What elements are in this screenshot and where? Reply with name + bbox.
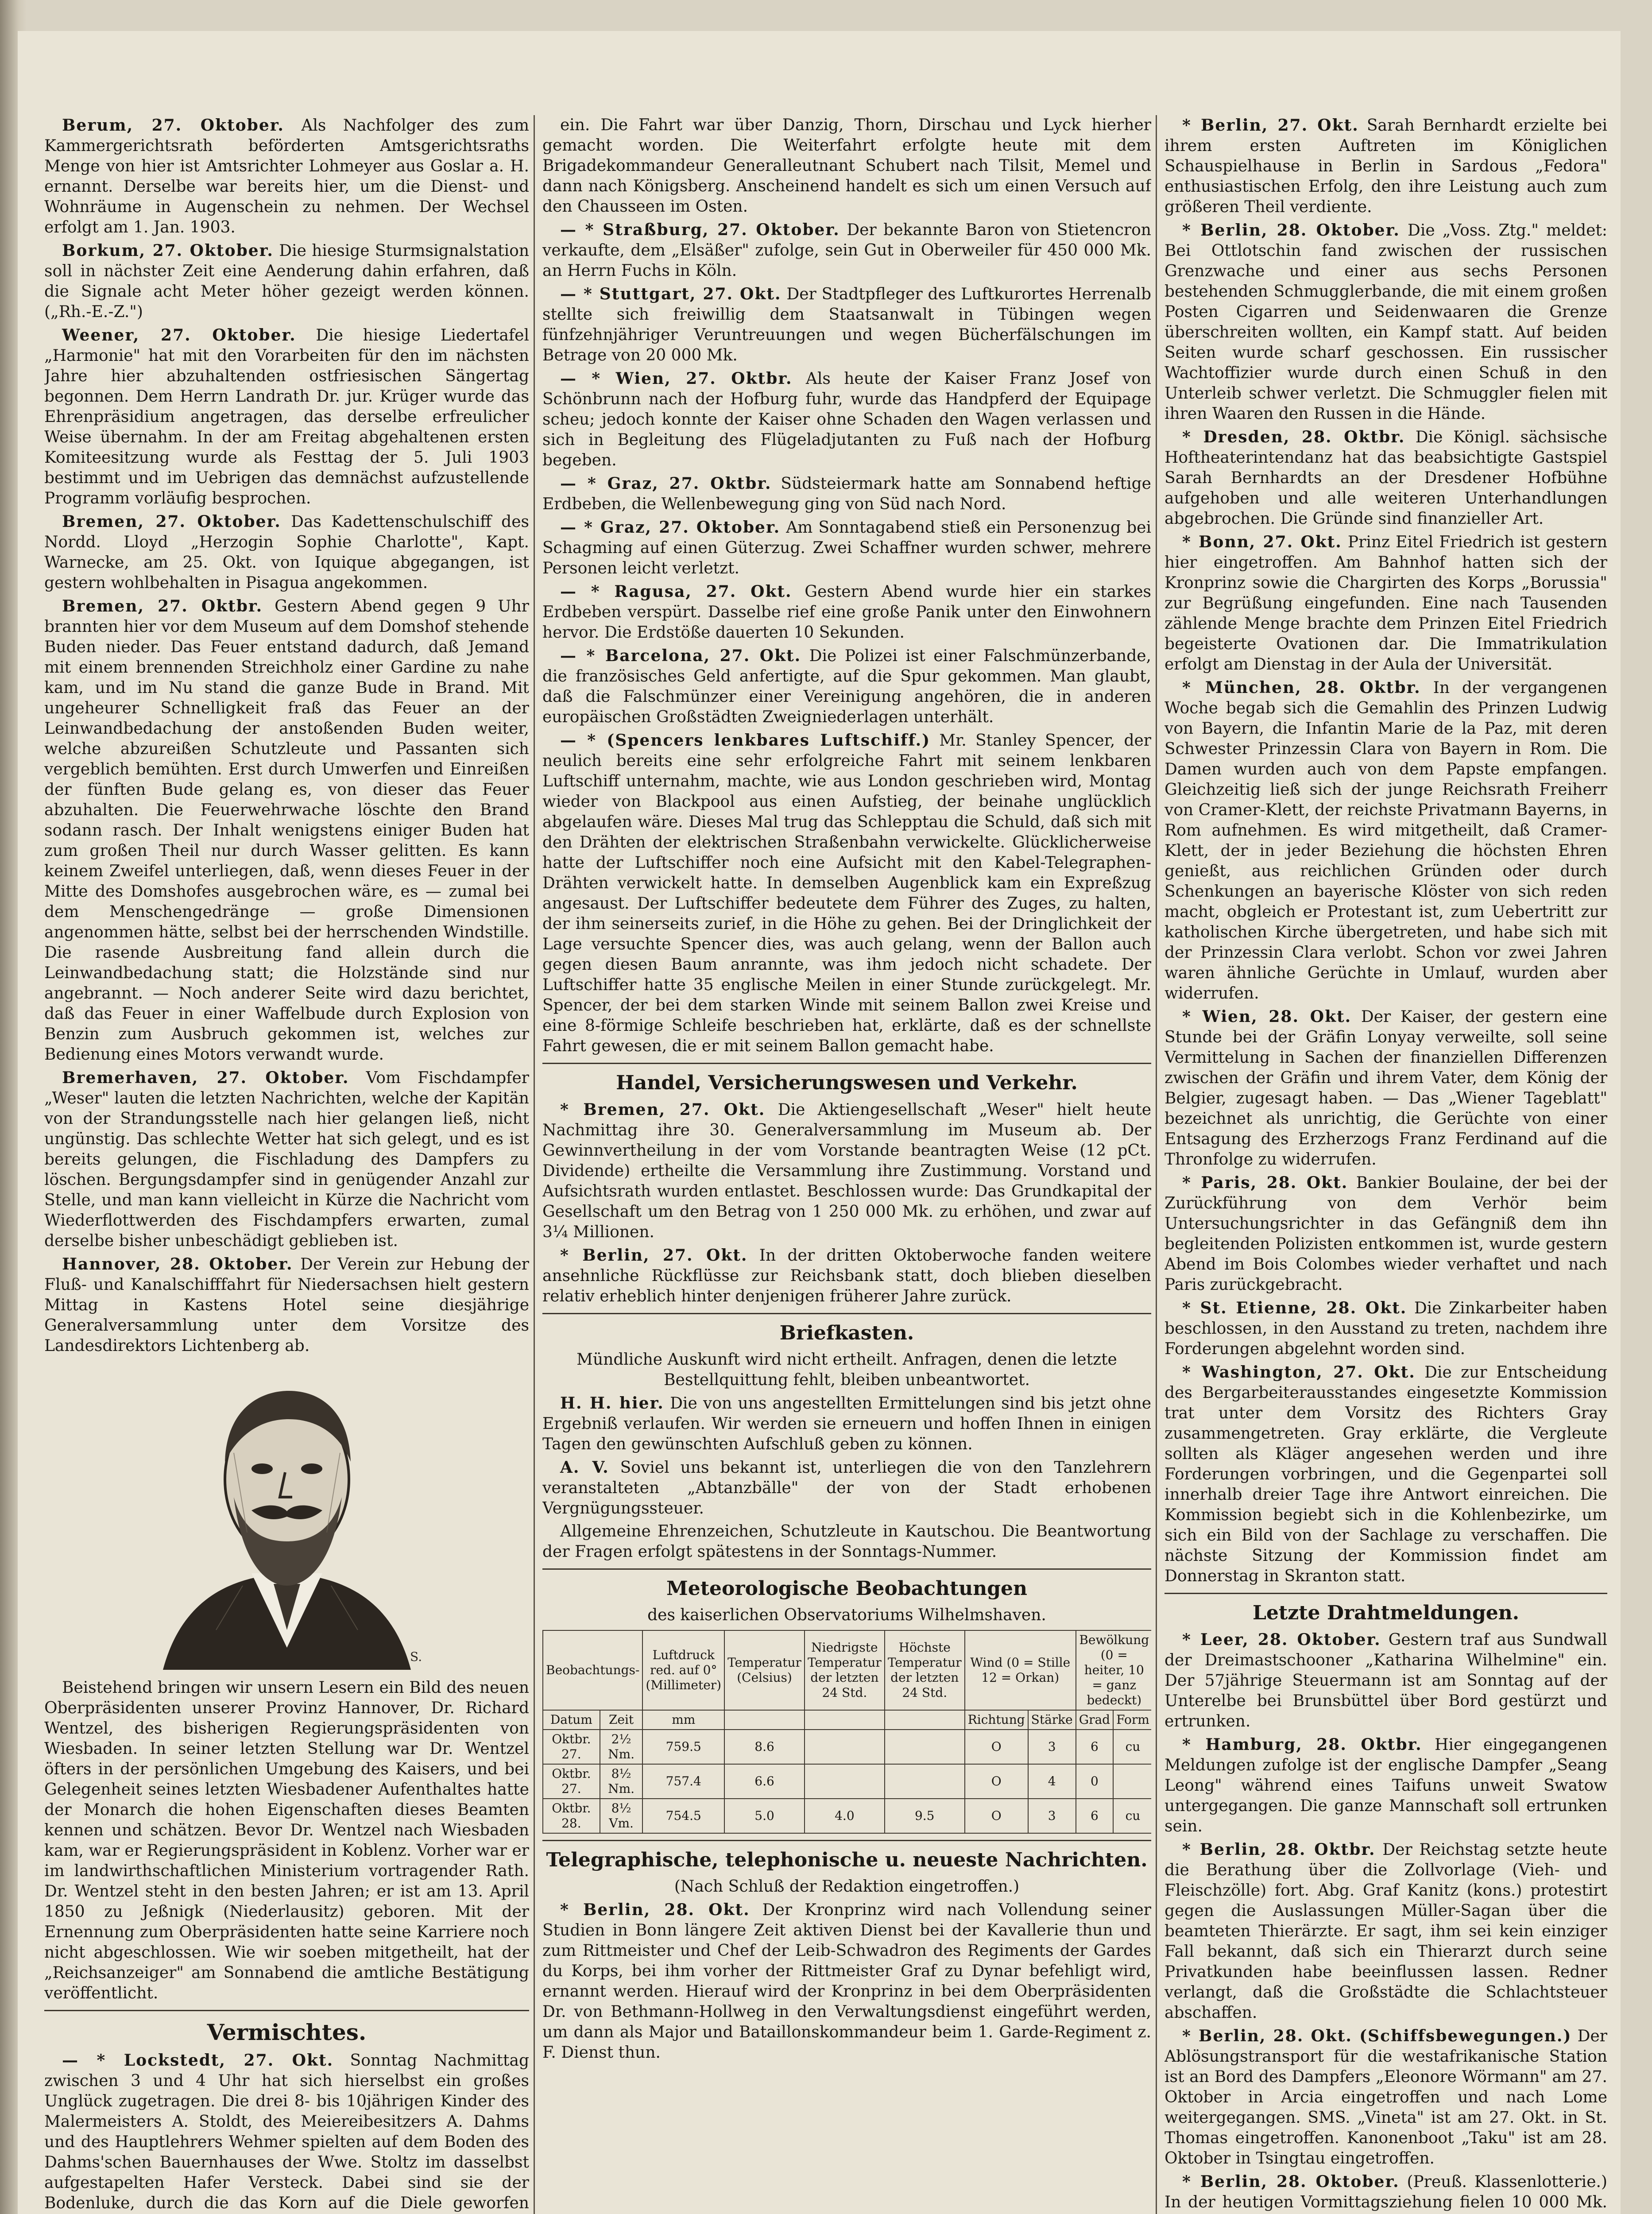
section-heading-telegramme: Telegraphische, telephonische u. neueste Nachrichten. (546, 1849, 1148, 1871)
article-ottlotschin: * Berlin, 28. Oktober. Die „Voss. Ztg." meldet: Bei Ottlotschin fand zwischen der russischen Grenzwache und einer aus sechs Personen bestehenden Schmugglerbande, die mit einem großen Posten Cigarren und Seidenwaaren die Grenze überschreiten wollten, ein Kampf statt. Auf beiden Seiten wurde scharf geschossen. Ein russischer Wachtoffizier wurde durch einen Schuß in den Unterleib schwer verletzt. Die Schmuggler fielen mit ihren Waaren den Russen in die Hände. (1165, 221, 1607, 423)
table-cell: O (965, 1799, 1028, 1833)
divider (1165, 1593, 1607, 1594)
article-wien-lonyay: * Wien, 28. Okt. Der Kaiser, der gestern eine Stunde bei der Gräfin Lonyay verweilte, soll seine Vermittelung in Sachen der finanziellen Differenzen zwischen der Gräfin und ihrem Vater, dem König der Belgier, zugesagt haben. — Das „Wiener Tageblatt" bezeichnet als unrichtig, die Gerüchte von einer Entsagung des Erzherzogs Franz Ferdinand auf die Thronfolge zu widerrufen. (1165, 1007, 1607, 1169)
divider (542, 1840, 1151, 1841)
meteo-subheader: Grad (1076, 1710, 1113, 1730)
table-cell: O (965, 1764, 1028, 1799)
column-1 (44, 115, 529, 2214)
table-cell: 9.5 (885, 1799, 965, 1833)
section-heading-handel: Handel, Versicherungswesen und Verkehr. (616, 1072, 1078, 1094)
article-washington: * Washington, 27. Okt. Die zur Entscheidung des Bergarbeiterausstandes eingesetzte Kommission trat unter dem Vorsitz des Richters Gray zusammengetreten. Gray erklärte, die Vergleute sollten als Kläger angesehen werden und ihre Forderungen vorbringen, und die Gegenpartei soll innerhalb dreier Tage ihre Antwort einreichen. Die Kommission begiebt sich in die Kohlenbezirke, um sich ein Bild von der Sachlage zu verschaffen. Die nächste Sitzung der Kommission findet am Donnerstag in Skranton statt. (1165, 1363, 1607, 1585)
article-bonn: * Bonn, 27. Okt. Prinz Eitel Friedrich ist gestern hier eingetroffen. Am Bahnhof hatten sich der Kronprinz sowie die Chargirten des Korps „Borussia" zur Begrüßung eingefunden. Eine nach Tausenden zählende Menge brachte dem Prinzen Eitel Friedrich begeisterte Ovationen dar. Die Immatrikulation erfolgt am Dienstag in der Aula der Universität. (1165, 533, 1607, 673)
meteo-subheader (724, 1710, 805, 1730)
article-spencer: — * (Spencers lenkbares Luftschiff.) Mr. Stanley Spencer, der neulich bereits eine sehr erfolgreiche Fahrt mit seinem lenkbaren Luftschiff unternahm, machte, wie aus London geschrieben wird, Montag wieder von Blackpool aus einen Aufstieg, der beinahe unglücklich abgelaufen wäre. Dieses Mal trug das Schlepptau die Schuld, daß sich mit den Drähten der elektrischen Straßenbahn verwickelte. Glücklicherweise hatte der Luftschiffer noch eine Aufsicht mit den Kabel-Telegraphen-Drähten verwickelt hatte. In demselben Augenblick kam ein Expreßzug angesaust. Der Luftschiffer bedeutete dem Führer des Zuges, zu halten, der ihm seinerseits zurief, in die Höhe zu gehen. Bei der Dringlichkeit der Lage versuchte Spencer dies, was auch gelang, wenn der Ballon auch gegen diesen Baum anrannte, was ihm jedoch nicht schadete. Der Luftschiffer hatte 35 englische Meilen in einer Stunde zurückgelegt. Mr. Spencer, der bei dem starken Winde mit seinem Ballon zwei Kreise und eine 8-förmige Schleife beschrieben hat, erklärte, daß es der schnellste Fahrt gewesen, die er mit seinem Ballon gemacht habe. (542, 731, 1151, 1055)
article-continuation: ein. Die Fahrt war über Danzig, Thorn, Dirschau und Lyck hierher gemacht worden. Die Weiterfahrt erfolgte heute mit dem Brigadekommandeur Generalleutnant Schubert nach Tilsit, Memel und dann nach Königsberg. Anscheinend handelt es sich um einen Versuch auf den Chausseen im Osten. (542, 116, 1151, 216)
article-barcelona: — * Barcelona, 27. Okt. Die Polizei ist einer Falschmünzerbande, die französisches Geld anfertigte, auf die Spur gekommen. Man glaubt, daß die Falschmünzer einer Vereinigung angehören, die in anderen europäischen Großstädten Zweigniederlagen unterhält. (542, 646, 1151, 726)
table-cell: Oktbr. 28. (543, 1799, 600, 1833)
meteo-header: Beobachtungs- (543, 1630, 642, 1710)
table-cell: 2½ Nm. (600, 1730, 643, 1764)
table-cell: 5.0 (724, 1799, 805, 1833)
divider (542, 1313, 1151, 1314)
meteo-subheader: Datum (543, 1710, 600, 1730)
table-cell (805, 1730, 885, 1764)
portrait-caption: Beistehend bringen wir unsern Lesern ein Bild des neuen Oberpräsidenten unserer Provinz Hannover, Dr. Richard Wentzel, des bisherigen Regierungspräsidenten von Wiesbaden. In seiner letzten Stellung war Dr. Wentzel öfters in der persönlichen Umgebung des Kaisers, und bei Gelegenheit seines letzten Wiesbadener Aufenthaltes hatte der Monarch die hohen Eigenschaften dieses Beamten kennen und schätzen. Bevor Dr. Wentzel nach Wiesbaden kam, war er Regierungspräsident in Koblenz. Vorher war er im landwirthschaftlichen Ministerium vortragender Rath. Dr. Wentzel steht in den besten Jahren; er ist am 13. April 1850 zu Jeßnigk (Niederlausitz) geboren. Mit der Ernennung zum Oberpräsidenten hatte seine Karriere noch nicht abgeschlossen. Wie wir soeben mitgetheilt, hat der „Reichsanzeiger" am Sonnabend die amtliche Bestätigung veröffentlicht. (44, 1679, 529, 2002)
table-cell: 3 (1028, 1730, 1076, 1764)
article-paris-boulaine: * Paris, 28. Okt. Bankier Boulaine, der bei der Zurückführung von dem Verhör beim Untersuchungsrichter in das Gefängniß dem ihn begleitenden Polizisten entkommen ist, wurde gestern Abend im Bois Colombes wieder verhaftet und nach Paris zurückgebracht. (1165, 1173, 1607, 1294)
meteo-header: Niedrigste Temperatur der letzten 24 Std. (805, 1630, 885, 1710)
article-bremen-2: Bremen, 27. Oktbr. Gestern Abend gegen 9 Uhr brannten hier vor dem Museum auf dem Domshof stehende Buden nieder. Das Feuer entstand dadurch, daß Jemand mit einem brennenden Streichholz einer Gardine zu nahe kam, und im Nu stand die ganze Bude in Brand. Mit ungeheurer Schnelligkeit fraß das Feuer an der Leinwandbedachung der anstoßenden Buden weiter, welche abzureißen Schutzleute und Passanten sich vergeblich bemühten. Erst durch Umwerfen und Einreißen der fünften Bude gelang es, von dieser das Feuer abzuhalten. Die Feuerwehrwache löschte den Brand sodann rasch. Der Inhalt wenigstens einiger Buden hat zum großen Theil nur durch Wasser gelitten. Es kann keinem Zweifel unterliegen, daß, wenn dieses Feuer in der Mitte des Domshofes ausgebrochen wäre, es — zumal bei dem Menschengedränge — große Dimensionen angenommen hätte, selbst bei der herrschenden Windstille. Die rasende Ausbreitung fand allein durch die Leinwandbedachung statt; die Holzstände sind nur angebrannt. — Noch anderer Seite wird dazu berichtet, daß das Feuer in einer Waffelbude durch Explosion von Benzin zum Ausbruch gekommen ist, welches zur Bedienung eines Motors verwandt wurde. (44, 597, 529, 1064)
table-cell: 0 (1076, 1764, 1113, 1799)
table-cell: 8½ Vm. (600, 1799, 643, 1833)
table-cell: 6 (1076, 1730, 1113, 1764)
section-heading-vermischtes: Vermischtes. (207, 2019, 367, 2045)
article-kronprinz: * Berlin, 28. Okt. Der Kronprinz wird nach Vollendung seiner Studien in Bonn längere Zeit aktiven Dienst bei der Kavallerie thun und zum Rittmeister und Chef der Leib-Schwadron des Regiments der Gardes du Korps, bei ihm vorher der Rittmeister Graf zu Dynar befehligt wird, ernannt werden. Hierauf wird der Kronprinz in bei dem Oberpräsidenten Dr. von Bethmann-Hollweg in den Verwaltungsdienst eingeführt werden, um dann als Major und Bataillonskommandeur beim 1. Garde-Regiment z. F. Dienst thun. (542, 1900, 1151, 2062)
divider (542, 1063, 1151, 1064)
meteo-subheader: Form (1113, 1710, 1151, 1730)
table-cell: 4.0 (805, 1799, 885, 1833)
meteo-subheader: Stärke (1028, 1710, 1076, 1730)
table-cell: cu (1113, 1799, 1151, 1833)
article-trade-berlin: * Berlin, 27. Okt. In der dritten Oktoberwoche fanden weitere ansehnliche Rückflüsse zur Reichsbank statt, doch blieben dieselben relativ erheblich hinter denjenigen früherer Jahre zurück. (542, 1246, 1151, 1305)
portrait-illustration (128, 1364, 446, 1670)
article-muenchen: * München, 28. Oktbr. In der vergangenen Woche begab sich die Gemahlin des Prinzen Ludwig von Bayern, die Infantin Marie de la Paz, mit deren Schwester Prinzessin Clara von Bayern in Rom. Die Damen wurden auch von dem Papste empfangen. Gleichzeitig ließ sich der junge Reichsrath Freiherr von Cramer-Klett, der reichste Privatmann Bayerns, in Rom aufnehmen. Es wird mitgetheilt, daß Cramer-Klett, der in jeder Beziehung die höchsten Ehren genießt, aus reichlichen Gründen oder durch Schenkungen an bayerische Klöster von sich reden macht, obgleich er Protestant ist, zum Uebertritt zur katholischen Kirche übergetreten, und habe sich mit der Prinzessin Clara verlobt. Schon vor zwei Jahren waren ähnliche Gerüchte in Umlauf, wurden aber widerrufen. (1165, 678, 1607, 1002)
table-cell: 8½ Nm. (600, 1764, 643, 1799)
meteo-subheader: mm (642, 1710, 724, 1730)
table-cell: O (965, 1730, 1028, 1764)
portrait-signature: A. S. (393, 1649, 422, 1664)
meteo-header: Luftdruck red. auf 0° (Millimeter) (642, 1630, 724, 1710)
meteo-table (542, 1630, 1151, 1834)
table-cell: 3 (1028, 1799, 1076, 1833)
letter-general: Allgemeine Ehrenzeichen, Schutzleute in Kautschou. Die Beantwortung der Fragen erfolgt spätestens in der Sonntags-Nummer. (542, 1522, 1151, 1561)
section-heading-drahtmeldungen: Letzte Drahtmeldungen. (1252, 1602, 1520, 1624)
article-borkum: Borkum, 27. Oktober. Die hiesige Sturmsignalstation soll in nächster Zeit eine Aenderung dahin erfahren, daß die Signale acht Meter höher gezeigt werden können. („Rh.-E.-Z.") (44, 241, 529, 321)
article-bernhardt: * Berlin, 27. Okt. Sarah Bernhardt erzielte bei ihrem ersten Auftreten im Königlichen Schauspielhause in Berlin in Sardous „Fedora" enthusiastischen Erfolg, den ihre Leistung auch zum größeren Theil verdiente. (1165, 116, 1607, 216)
table-cell: 6 (1076, 1799, 1113, 1833)
table-row (543, 1730, 1151, 1764)
table-cell (885, 1764, 965, 1799)
article-st-etienne: * St. Etienne, 28. Okt. Die Zinkarbeiter haben beschlossen, in den Ausstand zu treten, nachdem ihre Forderungen abgelehnt worden sind. (1165, 1299, 1607, 1358)
meteo-subheader (805, 1710, 885, 1730)
article-graz-1: — * Graz, 27. Oktbr. Südsteiermark hatte am Sonnabend heftige Erdbeben, die Wellenbewegung ging von Süd nach Nord. (542, 474, 1151, 513)
meteo-header-row (543, 1630, 1151, 1710)
meteo-subheader: Richtung (965, 1710, 1028, 1730)
section-heading-briefkasten: Briefkasten. (779, 1322, 914, 1344)
meteo-header: Temperatur (Celsius) (724, 1630, 805, 1710)
meteo-header: Wind (0 = Stille 12 = Orkan) (965, 1630, 1076, 1710)
section-heading-meteo: Meteorologische Beobachtungen (666, 1577, 1027, 1600)
meteo-subtitle: des kaiserlichen Observatoriums Wilhelmshaven. (647, 1606, 1046, 1624)
article-hamburg: * Hamburg, 28. Oktbr. Hier eingegangenen Meldungen zufolge ist der englische Dampfer „Seang Leong" während eines Taifuns unweit Swatow untergegangen. Die ganze Mannschaft soll ertrunken sein. (1165, 1735, 1607, 1835)
divider (44, 2010, 529, 2011)
letters-note: Mündliche Auskunft wird nicht ertheilt. Anfragen, denen die letzte Bestellquittung fehlt, bleiben unbeantwortet. (576, 1351, 1117, 1389)
telegrams-note: (Nach Schluß der Redaktion eingetroffen.) (674, 1877, 1020, 1896)
article-trade-bremen: * Bremen, 27. Okt. Die Aktiengesellschaft „Weser" hielt heute Nachmittag ihre 30. Generalversammlung im Museum ab. Der Gewinnvertheilung in der vom Vorstande beantragten Weise (12 pCt. Dividende) ertheilte die Versammlung ihre Zustimmung. Vorstand und Aufsichtsrath wurden entlastet. Beschlossen wurde: Das Grundkapital der Gesellschaft um den Betrag von 1 250 000 Mk. zu erhöhen, und zwar auf 3¼ Millionen. (542, 1100, 1151, 1241)
table-cell: 6.6 (724, 1764, 805, 1799)
letter-hh: H. H. hier. Die von uns angestellten Ermittelungen sind bis jetzt ohne Ergebniß verlaufen. Wir werden sie erneuern und hoffen Ihnen in einigen Tagen den gewünschten Aufschluß geben zu können. (542, 1394, 1151, 1453)
article-bremerhaven: Bremerhaven, 27. Oktober. Vom Fischdampfer „Weser" lauten die letzten Nachrichten, welche der Kapitän von der Strandungsstelle nach hier gelangen ließ, nicht ungünstig. Das schlechte Wetter hat sich gelegt, und es ist bereits gelungen, die Fischladung des Dampfers zu löschen. Bergungsdampfer sind in genügender Anzahl zur Stelle, und man kann vielleicht in Kürze die Nachricht vom Wiederflottwerden des Fischdampfers erwarten, zumal derselbe bisher unbeschädigt geblieben ist. (44, 1068, 529, 1250)
article-reichstag: * Berlin, 28. Oktbr. Der Reichstag setzte heute die Berathung über die Zollvorlage (Vieh- und Fleischzölle) fort. Abg. Graf Kanitz (kons.) protestirt gegen die Auslassungen Müller-Sagan über die beamteten Thierärzte. Er sagt, ihm sei kein einziger Fall bekannt, daß sich ein Thierarzt durch seine Privatkunden habe beeinflussen lassen. Redner verlangt, daß die Großstädte die Schlachtsteuer abschaffen. (1165, 1840, 1607, 2022)
table-cell: Oktbr. 27. (543, 1730, 600, 1764)
table-cell (885, 1730, 965, 1764)
divider (542, 1568, 1151, 1570)
meteo-subheader-row (543, 1710, 1151, 1730)
table-cell: 759.5 (642, 1730, 724, 1764)
table-cell: 4 (1028, 1764, 1076, 1799)
column-rule-2 (1156, 115, 1157, 2214)
article-ragusa: — * Ragusa, 27. Okt. Gestern Abend wurde hier ein starkes Erdbeben verspürt. Dasselbe rief eine große Panik unter den Einwohnern hervor. Die Erdstöße dauerten 10 Sekunden. (542, 582, 1151, 642)
column-2 (542, 115, 1151, 2214)
table-cell: Oktbr. 27. (543, 1764, 600, 1799)
table-row (543, 1764, 1151, 1799)
table-cell: 754.5 (642, 1799, 724, 1833)
letter-av: A. V. Soviel uns bekannt ist, unterliegen die von den Tanzlehrern veranstalteten „Abtanzbälle" der von der Stadt erhobenen Vergnügungssteuer. (542, 1458, 1151, 1517)
article-stuttgart: — * Stuttgart, 27. Okt. Der Stadtpfleger des Luftkurortes Herrenalb stellte sich freiwillig dem Staatsanwalt in Tübingen wegen fünfzehnjähriger Veruntreuungen und wegen Bücherfälschungen im Betrage von 20 000 Mk. (542, 285, 1151, 364)
article-schiffsbewegungen: * Berlin, 28. Okt. (Schiffsbewegungen.) Der Ablösungstransport für die westafrikanische Station ist an Bord des Dampfers „Eleonore Wörmann" am 27. Oktober in Arcia eingetroffen und nach Lome weitergegangen. SMS. „Vineta" ist am 27. Okt. in St. Thomas eingetroffen. Kanonenboot „Taku" ist am 28. Oktober in Tsingtau eingetroffen. (1165, 2027, 1607, 2168)
table-cell (805, 1764, 885, 1799)
article-weener: Weener, 27. Oktober. Die hiesige Liedertafel „Harmonie" hat mit den Vorarbeiten für den im nächsten Jahre hier abzuhaltenden ostfriesischen Sängertag begonnen. Dem Herrn Landrath Dr. jur. Krüger wurde das Ehrenpräsidium angetragen, das derselbe erfreulicher Weise übernahm. In der am Freitag abgehaltenen ersten Komiteesitzung wurde als Festtag der 5. Juli 1903 bestimmt und im Uebrigen das demnächst aufzustellende Programm vorläufig besprochen. (44, 326, 529, 507)
article-strassburg: — * Straßburg, 27. Oktober. Der bekannte Baron von Stietencron verkaufte, dem „Elsäßer" zufolge, sein Gut in Oberweiler für 450 000 Mk. an Herrn Fuchs in Köln. (542, 221, 1151, 280)
meteo-subheader (885, 1710, 965, 1730)
table-cell: 757.4 (642, 1764, 724, 1799)
table-row (543, 1799, 1151, 1833)
meteo-header: Bewölkung (0 = heiter, 10 = ganz bedeckt) (1076, 1630, 1151, 1710)
article-lotterie: * Berlin, 28. Oktober. (Preuß. Klassenlotterie.) In der heutigen Vormittagsziehung fielen 10 000 Mk. (1165, 2172, 1607, 2211)
column-3 (1165, 115, 1607, 2214)
table-cell (1113, 1764, 1151, 1799)
article-lockstedt: — * Lockstedt, 27. Okt. Sonntag Nachmittag zwischen 3 und 4 Uhr hat sich hierselbst ein großes Unglück zugetragen. Die drei 8- bis 10jährigen Kinder des Malermeisters A. Stoldt, des Meiereibesitzers A. Dahms und des Hauptlehrers Wehmer spielten auf dem Boden des Dahms'schen Bauernhauses der Wwe. Stoltz im dasselbst aufgestapelten Hafer Versteck. Dabei sind sie der Bodenluke, durch die das Korn auf die Diele geworfen (44, 2051, 529, 2212)
article-graz-2: — * Graz, 27. Oktober. Am Sonntagabend stieß ein Personenzug bei Schagming auf einen Güterzug. Zwei Schaffner wurden schwer, mehrere Personen leicht verletzt. (542, 518, 1151, 577)
article-dresden: * Dresden, 28. Oktbr. Die Königl. sächsische Hoftheaterintendanz hat das beabsichtigte Gastspiel Sarah Bernhardts an der Dresdener Hofbühne aufgehoben und alle weiteren Unterhandlungen abgebrochen. Die Gründe sind finanzieller Art. (1165, 428, 1607, 528)
article-berum: Berum, 27. Oktober. Als Nachfolger des zum Kammergerichtsrath beförderten Amtsgerichtsraths Menge von hier ist Amtsrichter Lohmeyer aus Goslar a. H. ernannt. Derselbe war bereits hier, um die Dienst- und Wohnräume in Augenschein zu nehmen. Der Wechsel erfolgt am 1. Jan. 1903. (44, 116, 529, 236)
article-hannover: Hannover, 28. Oktober. Der Verein zur Hebung der Fluß- und Kanalschifffahrt für Niedersachsen hielt gestern Mittag in Kastens Hotel seine diesjährige Generalversammlung unter dem Vorsitze des Landesdirektors Lichtenberg ab. (44, 1255, 529, 1355)
meteo-header: Höchste Temperatur der letzten 24 Std. (885, 1630, 965, 1710)
article-wien: — * Wien, 27. Oktbr. Als heute der Kaiser Franz Josef von Schönbrunn nach der Hofburg fuhr, wurde das Handpferd der Equipage scheu; jedoch konnte der Kaiser ohne Schaden den Wagen verlassen und sich in Begleitung des Flügeladjutanten zu Fuß nach der Hofburg begeben. (542, 369, 1151, 469)
article-leer: * Leer, 28. Oktober. Gestern traf aus Sundwall der Dreimastschooner „Katharina Wilhelmine" ein. Der 57jährige Steuermann ist am Sonntag auf der Unterelbe bei Brunsbüttel über Bord gestürzt und ertrunken. (1165, 1630, 1607, 1730)
column-rule-1 (534, 115, 535, 2214)
table-cell: cu (1113, 1730, 1151, 1764)
meteo-subheader: Zeit (600, 1710, 643, 1730)
table-cell: 8.6 (724, 1730, 805, 1764)
article-bremen-1: Bremen, 27. Oktober. Das Kadettenschulschiff des Nordd. Lloyd „Herzogin Sophie Charlotte", Kapt. Warnecke, am 25. Okt. von Iquique abgegangen, ist gestern wohlbehalten in Pisagua angekommen. (44, 512, 529, 592)
